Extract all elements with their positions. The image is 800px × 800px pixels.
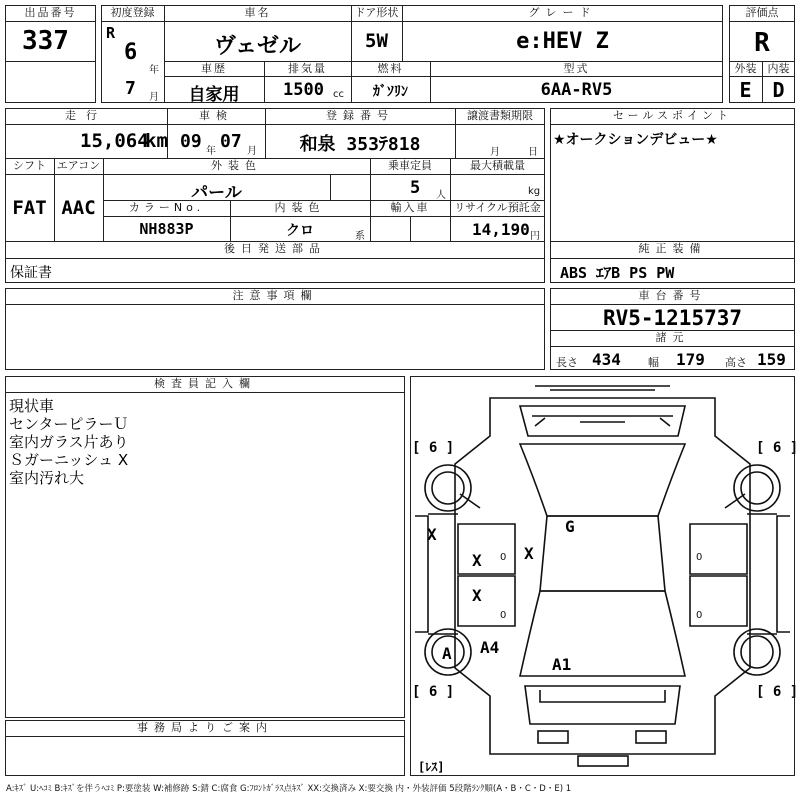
ac-label: エアコン (56, 159, 101, 172)
color-no: NH883P (139, 220, 194, 238)
tire-rl: [ 6 ] (412, 684, 455, 700)
lot-label: 出品番号 (24, 6, 77, 19)
inspector-label: 検査員記入欄 (154, 377, 256, 390)
displacement: 1500 (283, 80, 324, 100)
tire-fl: [ 6 ] (412, 440, 455, 456)
mark-rear-a1: A1 (552, 655, 572, 674)
int-grade: D (772, 78, 785, 102)
month-unit: 月 (149, 92, 159, 103)
recycle-unit: 円 (530, 231, 540, 242)
history: 自家用 (188, 85, 240, 105)
mileage: 15,064 (80, 130, 149, 152)
equip: ABS ｴｱB PS PW (560, 264, 675, 282)
ext-label: 外装 (734, 62, 757, 75)
left-front-door (458, 524, 515, 574)
color: パール (191, 183, 242, 203)
mileage-label: 走行 (65, 109, 107, 122)
hood (520, 406, 685, 436)
mark-right-rear-0: 0 (696, 610, 703, 621)
car-name-label: 車名 (244, 6, 271, 19)
spare-tire: [ﾚｽ] (418, 760, 445, 774)
length-label: 長さ (556, 356, 578, 369)
load-unit: kg (528, 186, 541, 197)
ac: AAC (61, 197, 96, 219)
car-diagram (410, 376, 795, 776)
spec-label: 諸元 (655, 331, 690, 344)
first-reg-label: 初度登録 (110, 6, 155, 19)
capacity-unit: 人 (436, 190, 446, 201)
insp-month: 07 (220, 131, 242, 152)
import-label: 輸入車 (390, 201, 430, 214)
height: 159 (757, 350, 786, 369)
mark-left-rear-a4: A4 (480, 638, 500, 657)
int-color: クロ (286, 223, 314, 239)
ext-grade: E (739, 78, 752, 102)
score-label: 評価点 (745, 6, 779, 19)
fuel-label: 燃料 (377, 62, 404, 75)
tire-rr: [ 6 ] (756, 684, 799, 700)
int-color-unit: 系 (355, 231, 365, 242)
disp-unit: cc (333, 89, 344, 100)
grade: e:HEV Z (516, 29, 609, 54)
equip-label: 純正装備 (638, 242, 707, 255)
lot-number: 337 (22, 26, 69, 56)
right-front-door (690, 524, 747, 574)
reg-month: 7 (125, 78, 136, 99)
sales-text: ★オークションデビュー★ (553, 132, 718, 148)
plate: 和泉 353ﾃ818 (299, 134, 421, 155)
sales-label: セールスポイント (612, 109, 732, 122)
insp-month-unit: 月 (247, 146, 257, 157)
shift-label: シフト (13, 159, 46, 172)
color-no-label: カラーNo. (128, 201, 205, 214)
load-label: 最大積載量 (470, 159, 525, 172)
grade-label: グレード (528, 6, 597, 19)
mark-left-rear-door-x: X (472, 586, 482, 605)
reg-year: 6 (124, 40, 138, 65)
mileage-unit: km (145, 130, 168, 152)
int-label: 内装 (767, 62, 790, 75)
height-label: 高さ (725, 356, 747, 369)
inspection-label: 車検 (199, 109, 233, 122)
inspector-line: Ｓガーニッシュ X (9, 451, 129, 469)
transfer-day-unit: 日 (528, 147, 538, 158)
int-color-label: 内装色 (274, 201, 326, 214)
transfer-month-unit: 月 (490, 147, 500, 158)
insp-year: 09 (180, 131, 202, 152)
rear-glass (520, 591, 685, 676)
trunk (525, 686, 680, 724)
left-rear-door (458, 576, 515, 626)
capacity-label: 乗車定員 (388, 159, 432, 172)
chassis-label: 車台番号 (638, 289, 707, 302)
mark-rear-wheel-a: A (442, 644, 452, 663)
shift: FAT (12, 197, 47, 219)
car-name: ヴェゼル (213, 34, 302, 59)
year-unit: 年 (149, 65, 159, 76)
era: R (106, 24, 116, 42)
transfer-label: 譲渡書類期限 (467, 109, 533, 122)
caution-label: 注意事項欄 (232, 289, 318, 302)
windshield (520, 444, 685, 516)
mark-right-front-0: 0 (696, 552, 703, 563)
score: R (754, 28, 770, 58)
fuel: ｶﾞｿﾘﾝ (373, 84, 408, 100)
model: 6AA-RV5 (540, 80, 613, 100)
disp-label: 排気量 (288, 62, 327, 75)
mark-roof-g: G (565, 517, 575, 536)
recycle-label: リサイクル預託金 (454, 201, 541, 214)
office-label: 事務局よりご案内 (137, 721, 273, 734)
roof (540, 516, 665, 591)
recycle: 14,190 (472, 220, 530, 239)
capacity: 5 (410, 178, 421, 198)
mark-left-rear-door-0: 0 (500, 610, 507, 621)
plate-label: 登録番号 (326, 109, 394, 122)
later-parts: 保証書 (10, 265, 52, 281)
legend: A:ｷｽﾞ U:ﾍｺﾐ B:ｷｽﾞを伴うﾍｺﾐ P:要塗装 W:補修跡 S:錆 C:腐食 G:ﾌﾛﾝﾄｶﾞﾗｽ点ｷｽﾞ XX:交換済み X:要交換 内・外装評価 5段階ﾗﾝｸ順(A・B・C・D・E) 1 (6, 784, 572, 794)
inspector-line: 室内汚れ大 (9, 469, 85, 487)
inspector-line: センターピラーＵ (9, 415, 129, 433)
width-label: 幅 (648, 356, 659, 369)
inspector-line: 現状車 (9, 397, 55, 415)
door-type: 5W (365, 30, 388, 52)
later-parts-label: 後日発送部品 (224, 242, 326, 255)
model-label: 型式 (563, 62, 590, 75)
insp-year-unit: 年 (206, 146, 216, 157)
mark-left-center-x: X (524, 544, 534, 563)
history-label: 車歴 (201, 62, 227, 75)
mark-left-front-door-x: X (472, 551, 482, 570)
inspector-line: 室内ガラス片あり (9, 433, 129, 451)
tire-fr: [ 6 ] (756, 440, 799, 456)
chassis-number: RV5-1215737 (602, 306, 743, 330)
color-label: 外装色 (211, 159, 262, 172)
mark-left-front-fender: X (427, 525, 437, 544)
mark-left-front-door-0: 0 (500, 552, 507, 563)
door-label: ドア形状 (354, 6, 399, 19)
rear-plate (538, 731, 568, 743)
width: 179 (676, 350, 705, 369)
length: 434 (592, 350, 621, 369)
